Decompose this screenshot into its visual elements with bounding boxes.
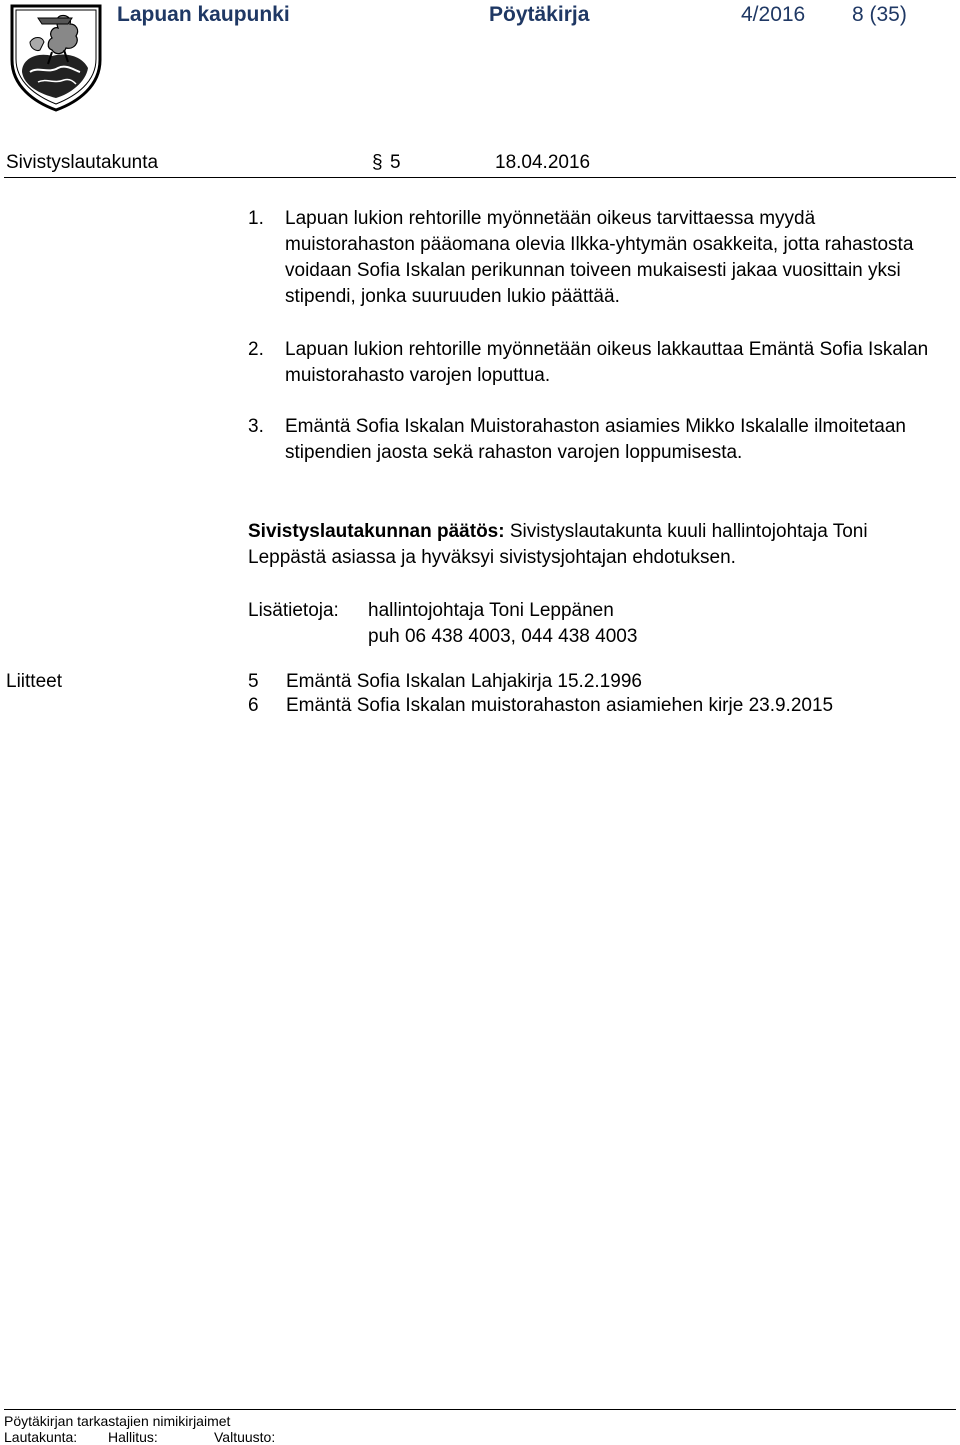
item-number: 3.: [248, 416, 264, 437]
attachment-number: 5: [248, 671, 259, 692]
meeting-date: 18.04.2016: [495, 152, 591, 173]
info-label: Lisätietoja:: [248, 600, 339, 621]
attachment-row: [248, 670, 642, 694]
decision-text: Sivistyslautakunta kuuli hallintojohtaja Toni Leppästä asiassa ja hyväksyi sivistysjohtajan ehdotuksen.: [248, 521, 868, 568]
decision-label: Sivistyslautakunnan päätös:: [248, 521, 505, 542]
footer-divider: [4, 1409, 956, 1410]
list-item: [248, 206, 938, 310]
footer-lautakunta: Lautakunta:: [4, 1429, 78, 1445]
city-name: Lapuan kaupunki: [117, 3, 290, 26]
section-number: 5: [390, 152, 401, 173]
footer-title: Pöytäkirjan tarkastajien nimikirjaimet: [4, 1413, 231, 1429]
document-type: Pöytäkirja: [489, 3, 590, 26]
attachments-label: Liitteet: [6, 671, 62, 692]
list-item: [248, 414, 938, 466]
item-number: 2.: [248, 339, 264, 360]
attachment-text: Emäntä Sofia Iskalan Lahjakirja 15.2.1996: [286, 671, 642, 692]
decision-paragraph: [248, 519, 948, 571]
item-text: Lapuan lukion rehtorille myönnetään oikeus tarvittaessa myydä muistorahaston pääomana olevia Ilkka-yhtymän osakkeita, jotta rahastosta voidaan Sofia Iskalan perikunnan toiveen mukaisesti jakaa vuosittain yksi stipendi, jonka suuruuden lukio päättää.: [285, 208, 914, 307]
attachment-row: [248, 694, 833, 718]
footer-valtuusto: Valtuusto:: [214, 1429, 276, 1445]
item-text: Emäntä Sofia Iskalan Muistorahaston asiamies Mikko Iskalalle ilmoitetaan stipendien jaosta sekä rahaston varojen loppumisesta.: [285, 416, 906, 463]
coat-of-arms-icon: [8, 2, 104, 112]
header-divider: [4, 177, 956, 178]
footer-hallitus: Hallitus:: [108, 1429, 158, 1445]
list-item: [248, 337, 938, 389]
info-name: hallintojohtaja Toni Leppänen: [368, 600, 614, 621]
document-number: 4/2016: [741, 3, 806, 26]
info-value: [368, 598, 637, 650]
attachment-text: Emäntä Sofia Iskalan muistorahaston asiamiehen kirje 23.9.2015: [286, 695, 834, 716]
footer-signatures: [4, 1429, 275, 1445]
page-number: 8 (35): [852, 3, 907, 26]
attachment-number: 6: [248, 695, 259, 716]
item-text: Lapuan lukion rehtorille myönnetään oikeus lakkauttaa Emäntä Sofia Iskalan muistorahasto varojen loputtua.: [285, 339, 929, 386]
section-symbol: §: [372, 152, 383, 173]
info-phone: puh 06 438 4003, 044 438 4003: [368, 626, 638, 647]
committee-name: Sivistyslautakunta: [6, 152, 159, 173]
item-number: 1.: [248, 208, 264, 229]
